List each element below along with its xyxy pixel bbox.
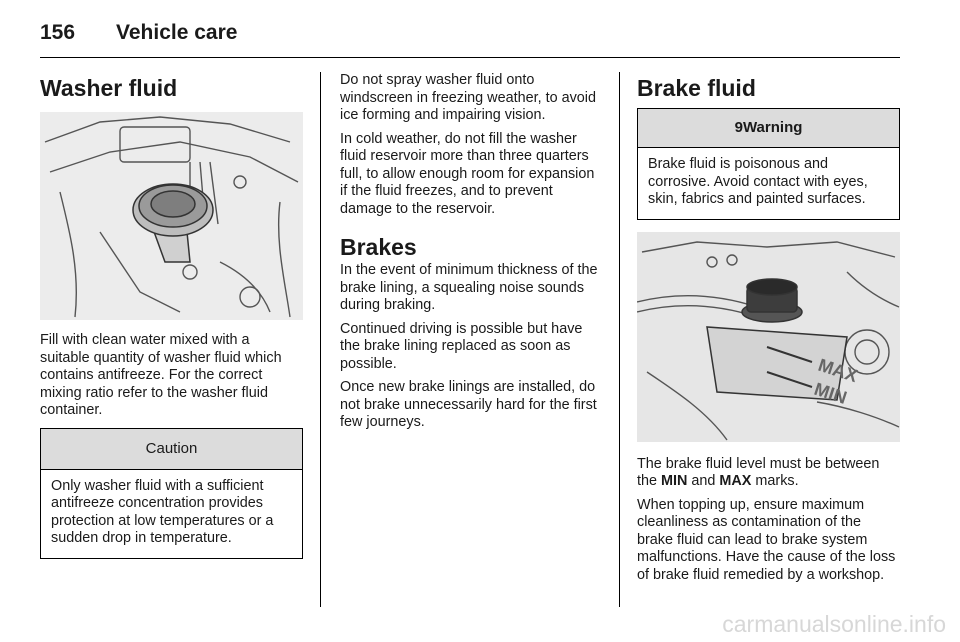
brake-fluid-topping-text: When topping up, ensure maximum cleanliness as contamination of the brake fluid can lead to brake system malfunctions. Have the cause of the loss of brake fluid remedied by a workshop. (637, 496, 896, 583)
brake-fluid-heading: Brake fluid (637, 75, 756, 101)
page-header (40, 18, 237, 48)
header-rule (40, 57, 900, 58)
column-brake-fluid (637, 72, 900, 584)
warning-box (637, 108, 900, 220)
caution-title: Caution (41, 429, 302, 470)
min-mark-label: MIN (811, 378, 850, 408)
column-brakes (340, 72, 602, 432)
warning-header (638, 109, 899, 148)
level-text-end: marks. (751, 473, 799, 489)
brake-fluid-level-text (637, 456, 900, 491)
washer-spray-text: Do not spray washer fluid onto windscreen in freezing weather, to avoid ice forming and impairing vision. (340, 72, 596, 123)
watermark: carmanualsonline.info (722, 611, 946, 637)
brake-reservoir-drawing (637, 232, 900, 442)
level-min-label: MIN (661, 473, 688, 489)
washer-reservoir-drawing (40, 112, 303, 320)
washer-fluid-heading: Washer fluid (40, 75, 178, 101)
washer-intro-text: Fill with clean water mixed with a suitable quantity of washer fluid which contains antifreeze. For the correct mixing ratio refer to the washer fluid container. (40, 332, 282, 418)
brakes-lining-text: In the event of minimum thickness of the brake lining, a squealing noise sounds during braking. (340, 262, 598, 313)
brakes-heading: Brakes (340, 234, 417, 260)
washer-reservoir-illustration (40, 112, 303, 320)
level-max-label: MAX (719, 473, 752, 489)
warning-text: Brake fluid is poisonous and corrosive. Avoid contact with eyes, skin, fabrics and painted surfaces. (648, 156, 868, 207)
brakes-continue-text: Continued driving is possible but have the brake lining replaced as soon as possible. (340, 320, 583, 372)
caution-text: Only washer fluid with a sufficient antifreeze concentration provides protection at low temperatures or a sudden drop in temperature. (51, 477, 274, 546)
column-washer (40, 72, 303, 559)
max-mark-label: MAX (815, 354, 860, 386)
warning-icon: 9 (734, 119, 743, 136)
brakes-new-lining-text: Once new brake linings are installed, do not brake unnecessarily hard for the first few journeys. (340, 379, 597, 430)
washer-cold-text: In cold weather, do not fill the washer fluid reservoir more than three quarters full, to allow enough room for expansion if the fluid freezes, and to prevent damage to the reservoir. (340, 130, 595, 217)
warning-title: Warning (742, 119, 803, 136)
column-divider (619, 72, 620, 607)
column-divider (320, 72, 321, 607)
section-title: Vehicle care (116, 21, 238, 44)
level-text-start: The brake fluid level must be between the (637, 455, 880, 489)
page-number: 156 (40, 21, 76, 44)
caution-box (40, 428, 303, 559)
level-text-and: and (687, 473, 720, 489)
brake-fluid-reservoir-illustration (637, 232, 900, 442)
